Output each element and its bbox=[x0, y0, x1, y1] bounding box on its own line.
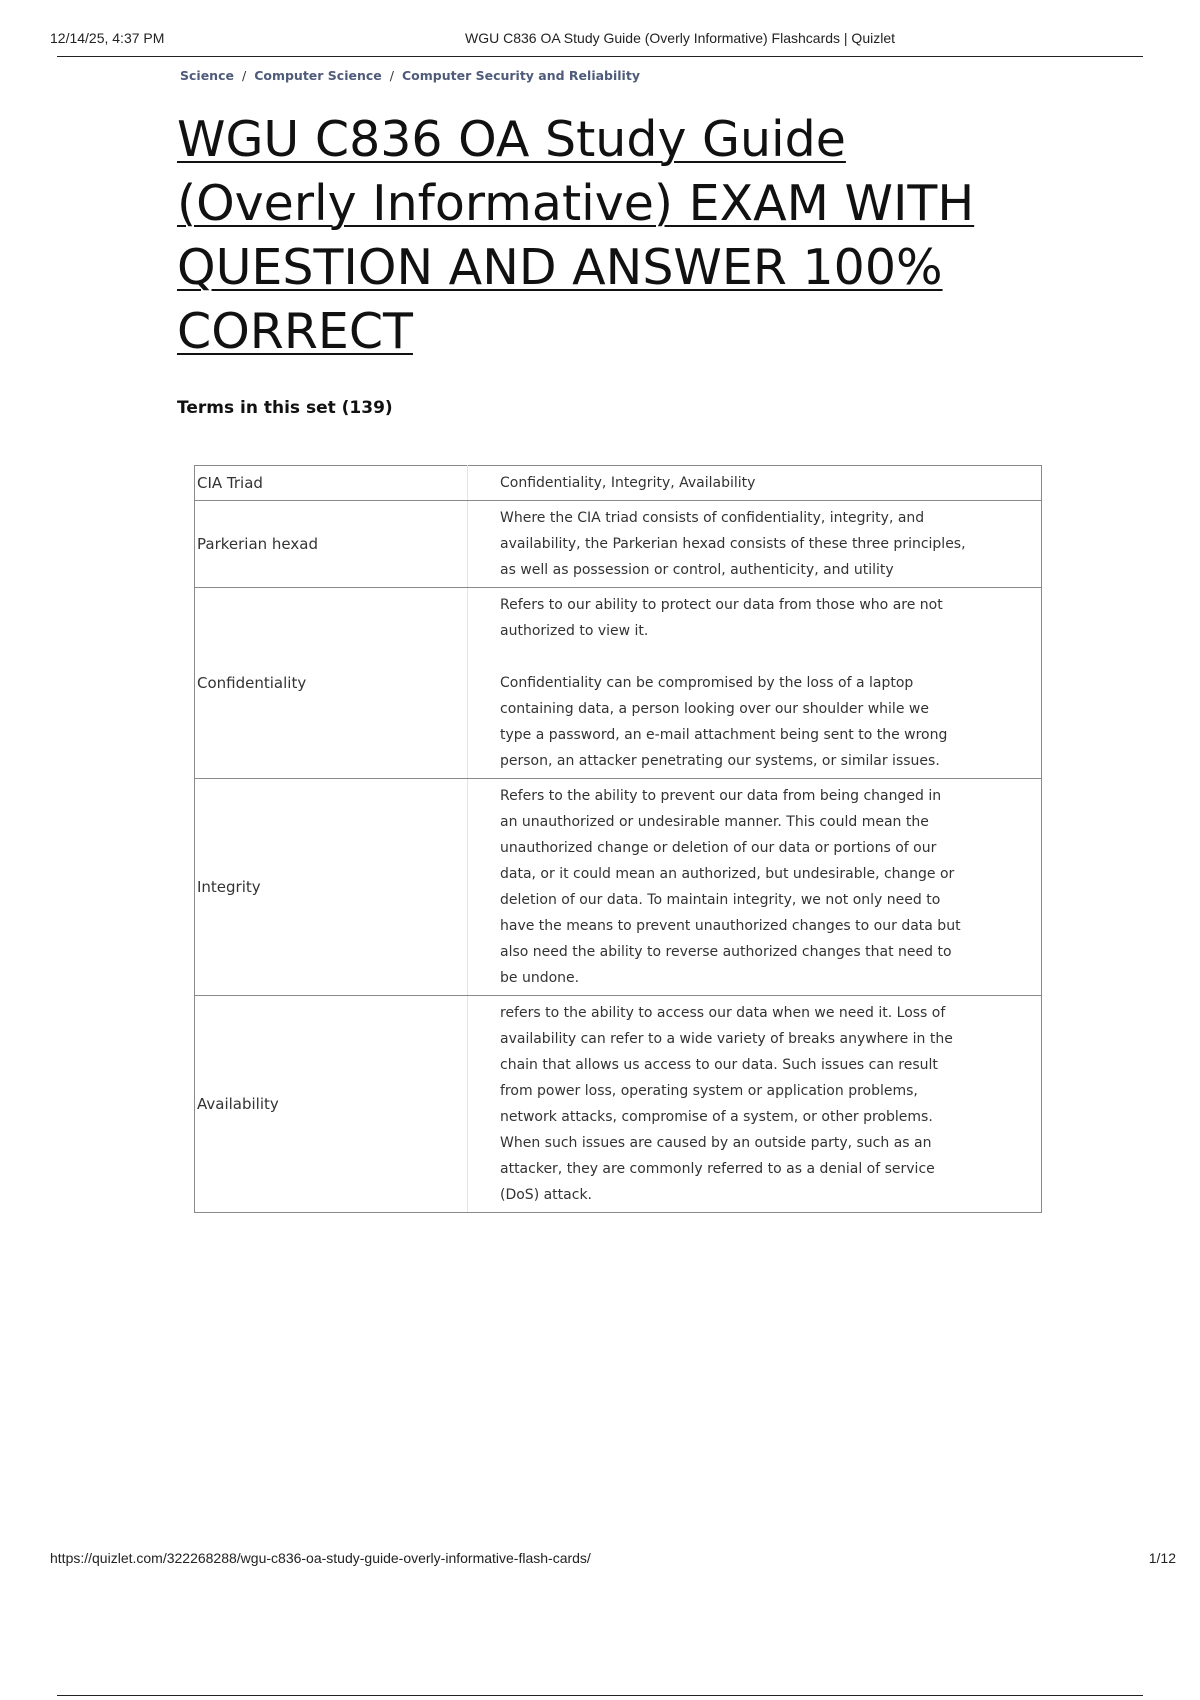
breadcrumb-item-science[interactable]: Science bbox=[180, 68, 234, 83]
breadcrumb-separator: / bbox=[389, 68, 394, 83]
definition-text: refers to the ability to access our data when we need it. Loss of availability can refer to a wide variety of breaks anywhere in the chain that allows us access to our data. Such issues can result from power loss, operating system or application problems, network attacks, compromise of a system, or other problems. When such issues are caused by an outside party, such as an attacker, they are commonly referred to as a denial of service (DoS) attack. bbox=[500, 1005, 953, 1203]
breadcrumb bbox=[180, 68, 640, 83]
breadcrumb-separator: / bbox=[241, 68, 247, 83]
definition-cell bbox=[468, 779, 1042, 996]
table-row bbox=[195, 501, 1042, 588]
definition-cell bbox=[468, 466, 1042, 501]
footer-url: https://quizlet.com/322268288/wgu-c836-oa-study-guide-overly-informative-flash-cards/ bbox=[50, 1550, 591, 1566]
definition-text: Where the CIA triad consists of confidentiality, integrity, and availability, the Parkerian hexad consists of these three principles, as well as possession or control, authenticity, and utility bbox=[500, 510, 966, 578]
term-cell: Confidentiality bbox=[195, 588, 468, 779]
term-cell: Parkerian hexad bbox=[195, 501, 468, 588]
definition-cell bbox=[468, 501, 1042, 588]
definition-cell bbox=[468, 588, 1042, 779]
page-title: WGU C836 OA Study Guide (Overly Informative) EXAM WITH QUESTION AND ANSWER 100% CORRECT bbox=[177, 111, 975, 360]
definition-text: Confidentiality can be compromised by the loss of a laptop containing data, a person looking over our shoulder while we type a password, an e-mail attachment being sent to the wrong person, an attacker penetrating our systems, or similar issues. bbox=[500, 675, 948, 769]
terms-table bbox=[194, 465, 1042, 1213]
definition-cell bbox=[468, 996, 1042, 1213]
breadcrumb-item-computer-science[interactable]: Computer Science bbox=[254, 68, 382, 83]
page-number: 1/12 bbox=[1148, 1550, 1176, 1566]
print-page-title: WGU C836 OA Study Guide (Overly Informative) Flashcards | Quizlet bbox=[465, 30, 896, 46]
page-bottom-divider bbox=[57, 1695, 1143, 1696]
breadcrumb-item-computer-security[interactable]: Computer Security and Reliability bbox=[401, 68, 640, 83]
table-row bbox=[195, 996, 1042, 1213]
definition-text: Confidentiality, Integrity, Availability bbox=[500, 475, 756, 491]
header-divider bbox=[57, 56, 1143, 57]
table-row bbox=[195, 779, 1042, 996]
term-cell: Availability bbox=[195, 996, 468, 1213]
term-cell: CIA Triad bbox=[195, 466, 468, 501]
print-datetime: 12/14/25, 4:37 PM bbox=[50, 30, 165, 46]
term-cell: Integrity bbox=[195, 779, 468, 996]
definition-text: Refers to our ability to protect our data from those who are not authorized to view it. bbox=[500, 597, 943, 639]
print-header bbox=[50, 30, 1144, 56]
definition-text: Refers to the ability to prevent our data from being changed in an unauthorized or undesirable manner. This could mean the unauthorized change or deletion of our data or portions of our data, or it could mean an authorized, but undesirable, change or deletion of our data. To maintain integrity, we not only need to have the means to prevent unauthorized changes to our data but also need the ability to reverse authorized changes that need to be undone. bbox=[500, 788, 961, 986]
table-row bbox=[195, 588, 1042, 779]
table-row bbox=[195, 466, 1042, 501]
terms-count-heading: Terms in this set (139) bbox=[177, 398, 393, 418]
